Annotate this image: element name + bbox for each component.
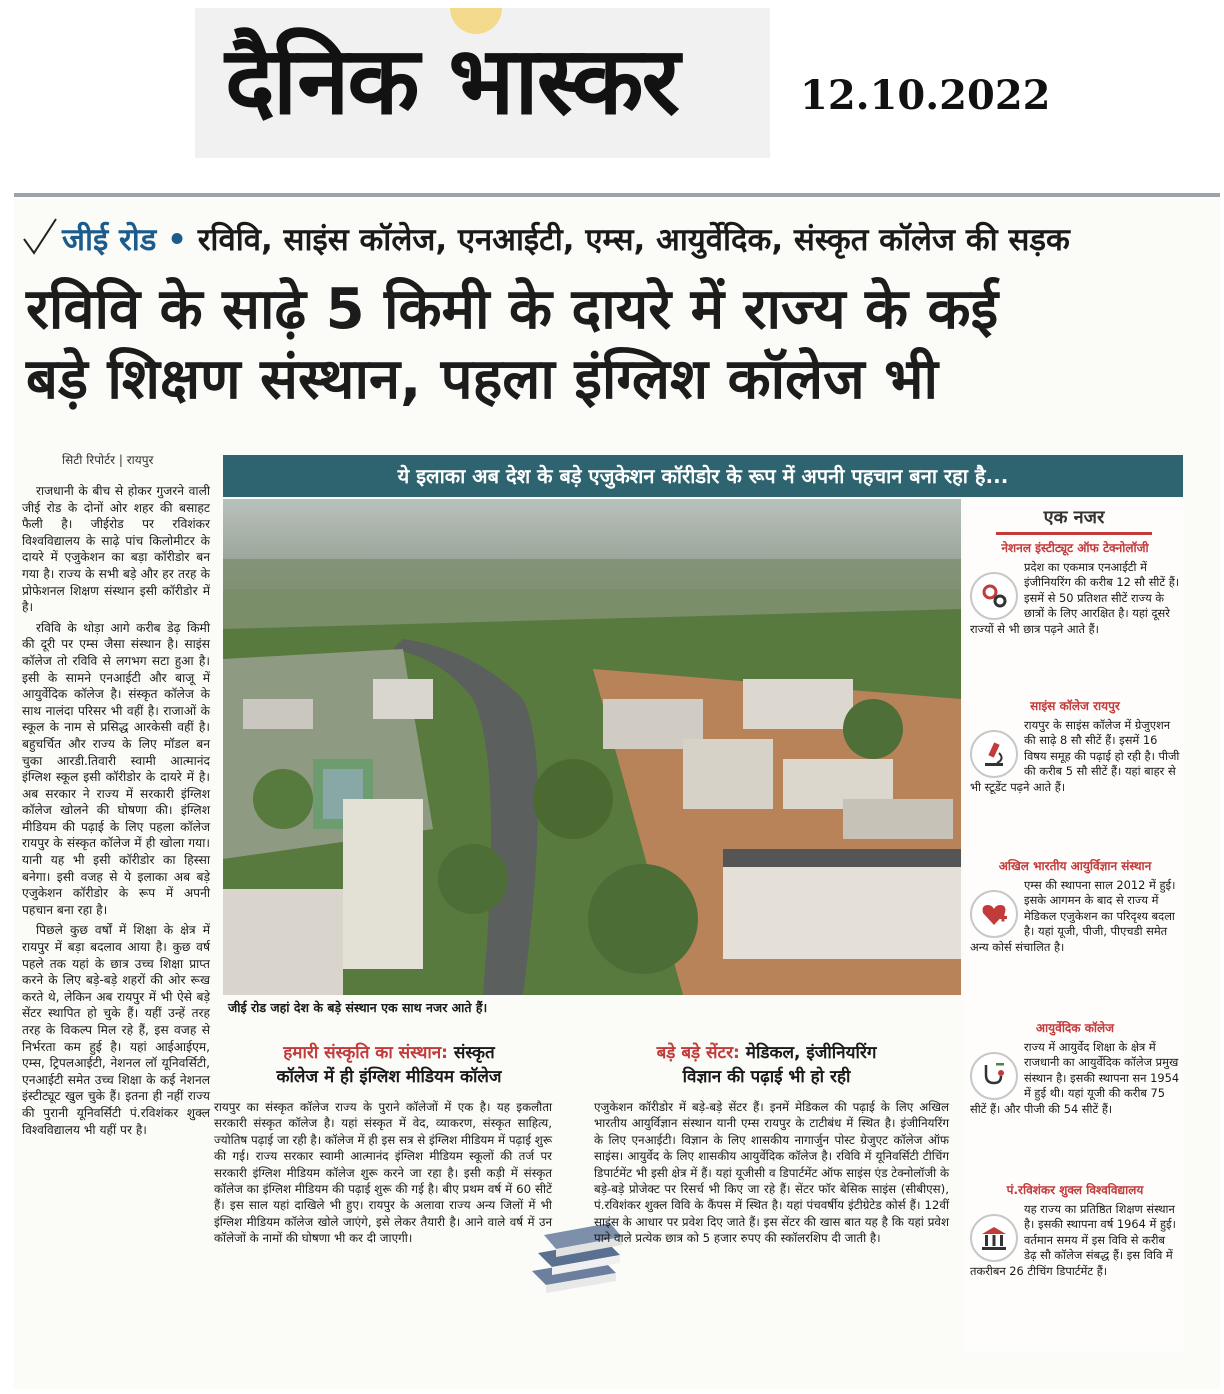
section-title-red: बड़े बड़े सेंटर: bbox=[656, 1043, 740, 1063]
kicker-text: रविवि, साइंस कॉलेज, एनआईटी, एम्स, आयुर्वेदिक, संस्कृत कॉलेज की सड़क bbox=[197, 222, 1070, 258]
sidebar-item-head: पं.रविशंकर शुक्ल विश्वविद्यालय bbox=[1006, 1183, 1144, 1197]
section-title-black: संस्कृत bbox=[453, 1043, 495, 1063]
section-big-centres-body: एजुकेशन कॉरीडोर में बड़े-बड़े सेंटर हैं। इनमें मेडिकल की पढ़ाई के लिए अखिल भारतीय आयुर्विज्ञान संस्थान यानी एम्स रायपुर के टाटीबंध में स्थित है। इंजीनियरिंग के लिए एनआईटी। विज्ञान के लिए शासकीय नागार्जुन पोस्ट ग्रेजुएट कॉलेज ऑफ साइंस। आयुर्वेद के लिए शासकीय आयुर्वेदिक कॉलेज है। रविवि में यूनिवर्सिटी टीचिंग डिपार्टमेंट भी इसी क्षेत्र में हैं। यहां यूजीसी व डिपार्टमेंट ऑफ साइंस एंड टेक्नोलॉजी के बड़े-बड़े प्रोजेक्ट पर रिसर्च भी किए जा रहे हैं। सेंटर फॉर बेसिक साइंस (सीबीएस), पं.रविशंकर शुक्ल विवि के कैंपस में स्थित है। यहां पंचवर्षीय इंटीग्रेटेड कोर्स हैं। 12वीं साइंस के आधार पर प्रवेश दिए जाते हैं। इस सेंटर की खास बात यह है कि यहां प्रवेश पाने वाले प्रत्येक छात्र को 5 हजार रुपए की स्कॉलरशिप दी जाती है। bbox=[594, 1100, 949, 1246]
masthead bbox=[195, 8, 770, 158]
left-paragraph: रविवि के थोड़ा आगे करीब डेढ़ किमी की दूरी पर एम्स जैसा संस्थान है। साइंस कॉलेज तो रविवि से लगभग सटा हुआ है। इसी के सामने एनआईटी और बाजू में आयुर्वेदिक कॉलेज है। संस्कृत कॉलेज के साथ नालंदा परिसर भी वहीं है। राजाओं के स्कूल के नाम से प्रसिद्ध आरकेसी वहीं है। बहुचर्चित और राज्य के लिए मॉडल बन चुका आरडी.तिवारी स्वामी आत्मानंद इंग्लिश स्कूल इसी कॉरीडोर के दायरे में है। अब सरकार ने राज्य में सरकारी इंग्लिश कॉलेज खोलने की घोषणा की। इंग्लिश मीडियम की पढ़ाई के लिए पहला कॉलेज रायपुर के संस्कृत कॉलेज में ही खोला गया। यानी यह भी इसी कॉरीडोर का हिस्सा बनेगा। इसी वजह से ये इलाका अब बड़े एजुकेशन कॉरीडोर के रूप में अपनी पहचान बना रहा है। bbox=[22, 620, 210, 917]
section-sanskrit-title bbox=[219, 1041, 559, 1089]
sidebar-item-head: नेशनल इंस्टीट्यूट ऑफ टेक्नोलॉजी bbox=[1001, 541, 1149, 555]
section-title-black: मेडिकल, इंजीनियरिंग bbox=[745, 1043, 877, 1063]
section-title-black: विज्ञान की पढ़ाई भी हो रही bbox=[682, 1067, 851, 1087]
sidebar-item-nit bbox=[970, 541, 1180, 637]
university-building-icon bbox=[970, 1214, 1018, 1262]
bullet-icon: • bbox=[167, 222, 198, 258]
sidebar-item-text: यह राज्य का प्रतिष्ठित शिक्षण संस्थान है। इसकी स्थापना वर्ष 1964 में हुई। वर्तमान समय में इस विवि से करीब डेढ़ सौ कॉलेज संबद्ध हैं। इस विवि में तकरीबन 26 टीचिंग डिपार्टमेंट हैं। bbox=[970, 1201, 1176, 1278]
headline bbox=[26, 275, 1206, 415]
sidebar-item-aiims bbox=[970, 859, 1180, 955]
aerial-photo bbox=[223, 499, 961, 995]
sidebar-item-head: आयुर्वेदिक कॉलेज bbox=[1035, 1021, 1115, 1035]
section-title-red: हमारी संस्कृति का संस्थान: bbox=[283, 1043, 448, 1063]
left-paragraph: राजधानी के बीच से होकर गुजरने वाली जीई रोड के दोनों ओर शहर की बसाहट फैली है। जीईरोड पर रविशंकर विश्वविद्यालय के साढ़े पांच किलोमीटर के दायरे में एजुकेशन का बड़ा कॉरीडोर बन गया है। राज्य के सभी बड़े और हर तरह के प्रोफेशनल शिक्षण संस्थान इसी कॉरीडोर में है। bbox=[22, 484, 210, 615]
heart-plus-icon bbox=[970, 890, 1018, 938]
byline: सिटी रिपोर्टर | रायपुर bbox=[62, 453, 154, 467]
sidebar-item-science-college bbox=[970, 699, 1180, 795]
sidebar-item-text: एम्स की स्थापना साल 2012 में हुई। इसके आगमन के बाद से राज्य में मेडिकल एजुकेशन का परिदृश्य बदला है। यहां यूजी, पीजी, पीएचडी समेत अन्य कोर्स संचालित है। bbox=[970, 877, 1176, 954]
kicker bbox=[32, 215, 1202, 265]
sidebar-item-university bbox=[970, 1183, 1180, 1279]
banner-strip: ये इलाका अब देश के बड़े एजुकेशन कॉरीडोर के रूप में अपनी पहचान बना रहा है... bbox=[223, 455, 1183, 497]
sidebar-item-text: राज्य में आयुर्वेद शिक्षा के क्षेत्र में राजधानी का आयुर्वेदिक कॉलेज प्रमुख संस्थान है। इसकी स्थापना सन 1954 में हुई थी। यहां यूजी की करीब 75 सीटें हैं। और पीजी की 54 सीटें हैं। bbox=[970, 1039, 1180, 1116]
section-sanskrit-body: रायपुर का संस्कृत कॉलेज राज्य के पुराने कॉलेजों में एक है। यह इकलौता सरकारी संस्कृत कॉलेज है। यहां संस्कृत में वेद, व्याकरण, संस्कृत साहित्य, ज्योतिष पढ़ाई जा रही है। कॉलेज में ही इस सत्र से इंग्लिश मीडियम में पढ़ाई शुरू की गई। राज्य सरकार स्वामी आत्मानंद इंग्लिश मीडियम स्कूलों की तर्ज पर सरकारी इंग्लिश मीडियम कॉलेज शुरू करने जा रहा है। इसी कड़ी में संस्कृत कॉलेज का इंग्लिश मीडियम की पढ़ाई शुरू की गई है। बीए प्रथम वर्ष में 60 सीटें हैं। इस साल यहां दाखिले भी हुए। रायपुर के अलावा राज्य अन्य जिलों में भी इंग्लिश मीडियम कॉलेज खोले जाएंगे, इसे लेकर तैयारी है। आने वाले वर्ष में उन कॉलेजों के नामों की घोषणा भी कर दी जाएगी। bbox=[214, 1100, 552, 1246]
sidebar-item-text: रायपुर के साइंस कॉलेज में ग्रेजुएशन की साढ़े 8 सौ सीटें हैं। इसमें 16 विषय समूह की पढ़ाई हो रही है। पीजी की करीब 5 सौ सीटें हैं। यहां बाहर से भी स्टूडेंट पढ़ने आते हैं। bbox=[970, 717, 1180, 794]
sidebar-item-head: साइंस कॉलेज रायपुर bbox=[1030, 699, 1120, 713]
left-paragraph: पिछले कुछ वर्षों में शिक्षा के क्षेत्र में रायपुर में बड़ा बदलाव आया है। कुछ वर्ष पहले तक यहां के छात्र उच्च शिक्षा प्राप्त करने के लिए बड़े-बड़े शहरों की ओर रूख करते थे, लेकिन अब रायपुर में भी ऐसे बड़े सेंटर स्थापित हो चुके हैं। यहीं उन्हें तरह तरह के विकल्प मिल रहे हैं, इस वजह से निर्भरता कम हुई है। यहां आईआईएम, एम्स, ट्रिपलआईटी, नेशनल लॉ यूनिवर्सिटी, एनआईटी समेत उच्च शिक्षा के कई नेशनल इंस्टीट्यूट खुल चुके हैं। इतना ही नहीं राज्य की पुरानी यूनिवर्सिटी पं.रविशंकर शुक्ल विश्वविद्यालय भी यहीं पर है। bbox=[22, 923, 210, 1137]
sidebar-title: एक नजर bbox=[996, 505, 1152, 535]
publication-date: 12.10.2022 bbox=[800, 72, 1051, 119]
newspaper-clipping bbox=[14, 193, 1220, 1389]
headline-line-2: बड़े शिक्षण संस्थान, पहला इंग्लिश कॉलेज भी bbox=[26, 347, 939, 412]
gears-icon bbox=[970, 572, 1018, 620]
kicker-tag: जीई रोड bbox=[62, 222, 157, 258]
sidebar-item-ayurvedic-college bbox=[970, 1021, 1180, 1117]
headline-line-1: रविवि के साढ़े 5 किमी के दायरे में राज्य के कई bbox=[26, 277, 999, 342]
top-rule bbox=[14, 193, 1220, 197]
sidebar-item-head: अखिल भारतीय आयुर्विज्ञान संस्थान bbox=[998, 859, 1152, 873]
sidebar-item-text: प्रदेश का एकमात्र एनआईटी में इंजीनियरिंग की करीब 12 सौ सीटें हैं। इसमें से 50 प्रतिशत सीटें राज्य के छात्रों के लिए आरक्षित है। यहां दूसरे राज्यों से भी छात्र पढ़ने आते हैं। bbox=[970, 559, 1180, 636]
stethoscope-icon bbox=[970, 1052, 1018, 1100]
aerial-photo-illustration bbox=[223, 499, 961, 995]
section-big-centres-title bbox=[594, 1041, 939, 1089]
microscope-icon bbox=[970, 730, 1018, 778]
check-mark-icon bbox=[22, 217, 58, 257]
photo-caption: जीई रोड जहां देश के बड़े संस्थान एक साथ नजर आते हैं। bbox=[228, 1000, 488, 1015]
sidebar-at-a-glance bbox=[964, 499, 1184, 1351]
newspaper-title: दैनिक भास्कर bbox=[225, 27, 678, 136]
section-title-black: कॉलेज में ही इंग्लिश मीडियम कॉलेज bbox=[276, 1067, 502, 1087]
left-column bbox=[22, 483, 210, 1142]
